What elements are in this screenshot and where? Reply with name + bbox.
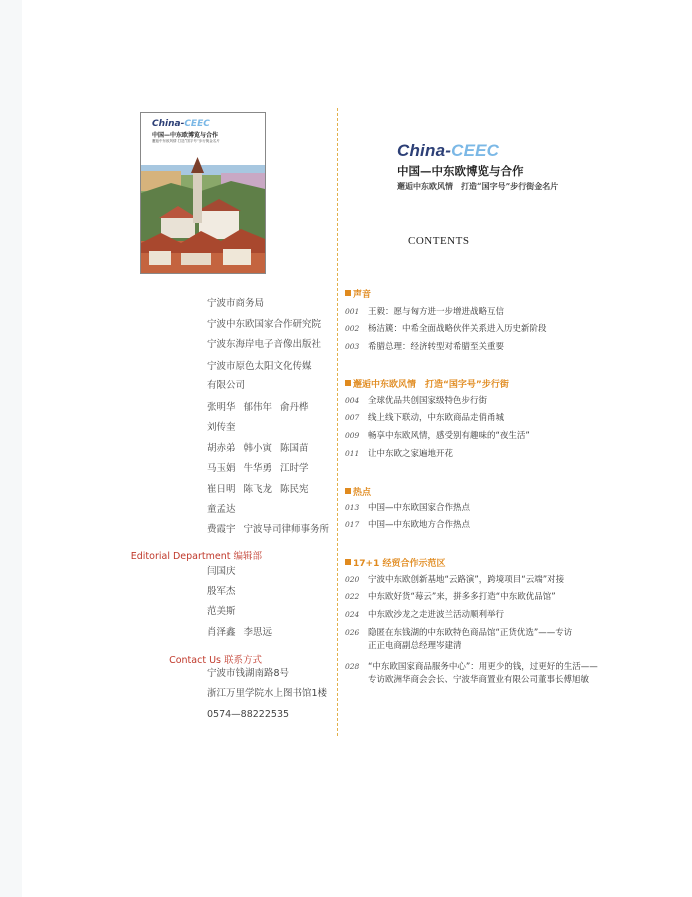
toc-item[interactable]: 004 全球优品共创国家级特色步行街 [345, 396, 488, 406]
credit-names: 崔日明 陈飞龙 陈民宪 [207, 484, 309, 495]
magazine-cover-thumbnail[interactable] [140, 112, 266, 274]
cover-brand: China-CEEC [152, 119, 210, 129]
contents-heading: CONTENTS [408, 235, 470, 247]
square-bullet-icon [345, 380, 351, 386]
toc-item[interactable]: 003 希腊总理：经济转型对希腊至关重要 [345, 342, 505, 352]
brand-logo: China-CEEC [397, 141, 500, 160]
toc-item[interactable]: 011 让中东欧之家遍地开花 [345, 449, 454, 459]
credit-value: 宁波市钱湖南路8号 [207, 668, 290, 679]
toc-section-heading: 热点 [345, 485, 371, 498]
cover-subtitle: 邂逅中东欧风情 打造“国字号”步行街金名片 [152, 139, 220, 143]
credit-value: 宁波市商务局 [207, 298, 265, 309]
square-bullet-icon [345, 290, 351, 296]
credit-names: 张明华 郁伟年 俞丹桦 [207, 402, 309, 413]
credit-value: 宁波中东欧国家合作研究院 [207, 319, 322, 330]
toc-section-heading: 17+1 经贸合作示范区 [345, 556, 445, 569]
credit-names: 肖泽鑫 李思远 [207, 627, 273, 638]
magazine-subtitle: 邂逅中东欧风情 打造“国字号”步行街金名片 [397, 181, 559, 191]
toc-item[interactable]: 028 “中东欧国家商品服务中心”：用更少的钱，过更好的生活—— 专访欧洲华商会会长、宁波华商置业有限公司董事长傅旭敏 [345, 662, 598, 685]
toc-section-heading: 邂逅中东欧风情 打造“国字号”步行街 [345, 377, 509, 390]
toc-item-continuation: 专访欧洲华商会会长、宁波华商置业有限公司董事长傅旭敏 [368, 675, 590, 685]
credit-value: 殷军杰 [207, 586, 236, 597]
toc-item[interactable]: 013 中国—中东欧国家合作热点 [345, 503, 471, 513]
credit-names: 马玉娟 牛华勇 江时学 [207, 463, 309, 474]
credit-value: 浙江万里学院水上图书馆1楼 [207, 688, 328, 699]
credit-names: 童孟达 [207, 504, 236, 515]
editorial-department-title: Editorial Department 编辑部 [130, 551, 262, 562]
credit-names: 刘传奎 [207, 422, 236, 433]
magazine-title: 中国—中东欧博览与合作 [397, 164, 524, 178]
credit-value: 0574—88222535 [207, 709, 290, 720]
toc-item[interactable]: 020 宁波中东欧创新基地“云路演”，跨境项目“云端”对接 [345, 575, 565, 585]
square-bullet-icon [345, 488, 351, 494]
square-bullet-icon [345, 559, 351, 565]
credit-value: 宁波东海岸电子音像出版社 [207, 339, 322, 350]
toc-section-heading: 声音 [345, 287, 371, 300]
toc-item[interactable]: 009 畅享中东欧风情，感受别有趣味的“夜生活” [345, 431, 530, 441]
toc-item[interactable]: 026 隐匿在东钱湖的中东欧特色商品馆“正货优选”——专访 正正电商副总经理岑建清 [345, 628, 573, 651]
toc-item-continuation: 正正电商副总经理岑建清 [368, 641, 462, 651]
toc-item[interactable]: 001 王毅：愿与匈方进一步增进战略互信 [345, 307, 505, 317]
contact-us-title: Contact Us 联系方式 [169, 655, 262, 666]
toc-item[interactable]: 022 中东欧好货“莓云”来，拼多多打造“中东欧优品馆” [345, 592, 556, 602]
credit-value: 范美斯 [207, 606, 236, 617]
credit-names: 胡赤弟 韩小寅 陈国苗 [207, 443, 309, 454]
toc-item[interactable]: 007 线上线下联动，中东欧商品走俏甬城 [345, 413, 505, 423]
dashed-divider [337, 108, 338, 736]
credit-names: 费霞宇 宁波导司律师事务所 [207, 524, 330, 535]
toc-item[interactable]: 017 中国—中东欧地方合作热点 [345, 520, 471, 530]
toc-item[interactable]: 002 杨洁篪：中希全面战略伙伴关系进入历史新阶段 [345, 324, 547, 334]
cover-title: 中国—中东欧博览与合作 [152, 132, 219, 139]
toc-item[interactable]: 024 中东欧沙龙之走进波兰活动顺利举行 [345, 610, 505, 620]
credit-value: 有限公司 [207, 380, 246, 391]
page-edge-band [0, 0, 22, 897]
credit-value: 宁波市原色太阳文化传媒 [207, 361, 312, 372]
credit-value: 闫国庆 [207, 566, 236, 577]
